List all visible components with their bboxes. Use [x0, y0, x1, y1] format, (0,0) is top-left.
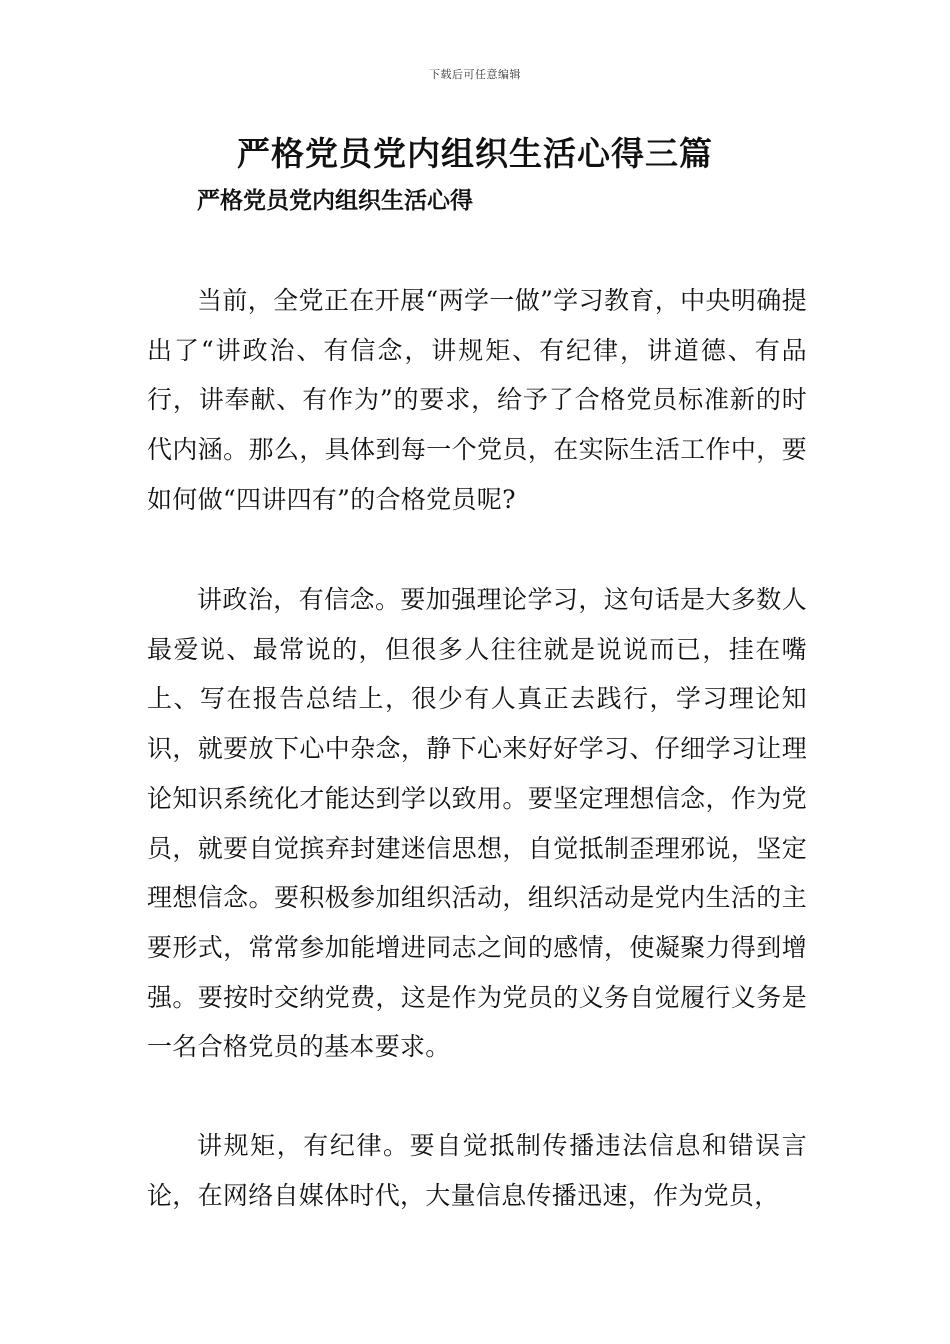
paragraph-1: 当前，全党正在开展“两学一做”学习教育，中央明确提出了“讲政治、有信念，讲规矩、有纪律，讲道德、有品行，讲奉献、有作为”的要求，给予了合格党员标准新的时代内涵。那么，具体到每一个党员，在实际生活工作中，要如何做“四讲四有”的合格党员呢? [147, 286, 807, 514]
paragraph-2: 讲政治，有信念。要加强理论学习，这句话是大多数人最爱说、最常说的，但很多人往往就是说说而已，挂在嘴上、写在报告总结上，很少有人真正去践行，学习理论知识，就要放下心中杂念，静下心来好好学习、仔细学习让理论知识系统化才能达到学以致用。要坚定理想信念，作为党员，就要自觉摈弃封建迷信思想，自觉抵制歪理邪说，坚定理想信念。要积极参加组织活动，组织活动是党内生活的主要形式，常常参加能增进同志之间的感情，使凝聚力得到增强。要按时交纳党费，这是作为党员的义务自觉履行义务是一名合格党员的基本要求。 [147, 585, 807, 1062]
document-title: 严格党员党内组织生活心得三篇 [237, 134, 713, 173]
header-note: 下载后可任意编辑 [429, 68, 521, 81]
document-subtitle: 严格党员党内组织生活心得 [197, 187, 473, 214]
paragraph-3: 讲规矩，有纪律。要自觉抵制传播违法信息和错误言论，在网络自媒体时代，大量信息传播迅速，作为党员， [147, 1131, 807, 1210]
